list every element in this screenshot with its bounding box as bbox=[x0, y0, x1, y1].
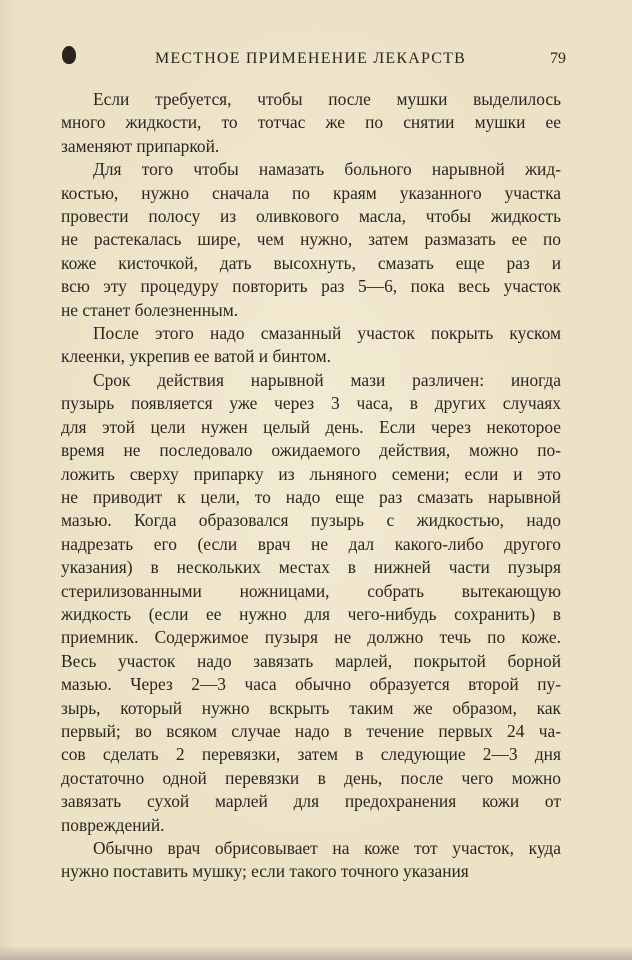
text-line: ложить сверху припарку из льняного семени; если и это bbox=[61, 463, 561, 484]
page-header bbox=[90, 50, 570, 74]
text-line: приемник. Содержимое пузыря не должно течь по коже. bbox=[61, 627, 561, 648]
text-line: Срок действия нарывной мази различен: иногда bbox=[93, 369, 561, 390]
running-title: МЕСТНОЕ ПРИМЕНЕНИЕ ЛЕКАРСТВ bbox=[155, 50, 467, 67]
paragraph bbox=[61, 158, 561, 322]
text-line: нужно поставить мушку; если такого точного указания bbox=[61, 861, 469, 882]
text-line: для этой цели нужен целый день. Если через некоторое bbox=[61, 416, 561, 437]
text-line: надрезать его (если врач не дал какого-либо другого bbox=[61, 533, 561, 554]
text-line: первый; во всяком случае надо в течение первых 24 ча- bbox=[61, 720, 561, 741]
text-line: После этого надо смазанный участок покрыть куском bbox=[93, 323, 561, 344]
text-line: зырь, который нужно вскрыть таким же образом, как bbox=[61, 697, 561, 718]
text-line: Если требуется, чтобы после мушки выделилось bbox=[93, 89, 561, 109]
text-line: всю эту процедуру повторить раз 5—6, пока весь участок bbox=[61, 276, 561, 297]
text-line: провести полосу из оливкового масла, чтобы жидкость bbox=[61, 206, 561, 227]
text-line: не приводит к цели, то надо еще раз смазать нарывной bbox=[61, 486, 561, 507]
text-line: коже кисточкой, дать высохнуть, смазать еще раз и bbox=[61, 252, 561, 273]
text-line: Для того чтобы намазать больного нарывной жид- bbox=[93, 159, 561, 180]
text-line: время не последовало ожидаемого действия, можно по- bbox=[61, 440, 561, 461]
text-line: мазью. Когда образовался пузырь с жидкостью, надо bbox=[61, 510, 561, 531]
text-line: клеенки, укрепив ее ватой и бинтом. bbox=[61, 346, 332, 367]
page-number: 79 bbox=[550, 50, 566, 67]
text-line: сов сделать 2 перевязки, затем в следующие 2—3 дня bbox=[61, 744, 561, 765]
text-line: мазью. Через 2—3 часа обычно образуется второй пу- bbox=[61, 674, 561, 695]
text-line: жидкость (если ее нужно для чего-нибудь сохранить) в bbox=[61, 603, 561, 624]
text-line: заменяют припаркой. bbox=[61, 135, 220, 156]
paragraph bbox=[61, 88, 561, 158]
text-line: много жидкости, то тотчас же по снятии мушки ее bbox=[61, 112, 561, 133]
paragraph bbox=[61, 322, 561, 369]
paragraph bbox=[61, 369, 561, 837]
text-line: достаточно одной перевязки в день, после чего можно bbox=[61, 767, 561, 788]
text-line: Обычно врач обрисовывает на коже тот участок, куда bbox=[93, 838, 561, 858]
paragraph bbox=[61, 837, 561, 884]
page-bottom-edge bbox=[0, 946, 632, 960]
text-line: костью, нужно сначала по краям указанного участка bbox=[61, 182, 561, 203]
text-line: стерилизованными ножницами, собрать вытекающую bbox=[61, 580, 561, 601]
text-line: Весь участок надо завязать марлей, покрытой борной bbox=[61, 650, 561, 671]
text-line: не растекалась шире, чем нужно, затем размазать ее по bbox=[61, 229, 561, 250]
text-line: повреждений. bbox=[61, 814, 165, 835]
text-line: пузырь появляется уже через 3 часа, в других случаях bbox=[61, 393, 561, 414]
text-line: завязать сухой марлей для предохранения кожи от bbox=[61, 791, 561, 812]
text-line: указания) в нескольких местах в нижней части пузыря bbox=[61, 557, 561, 578]
body-text bbox=[61, 88, 561, 884]
text-line: не станет болезненным. bbox=[61, 299, 239, 320]
ink-blot-mark bbox=[62, 46, 76, 64]
